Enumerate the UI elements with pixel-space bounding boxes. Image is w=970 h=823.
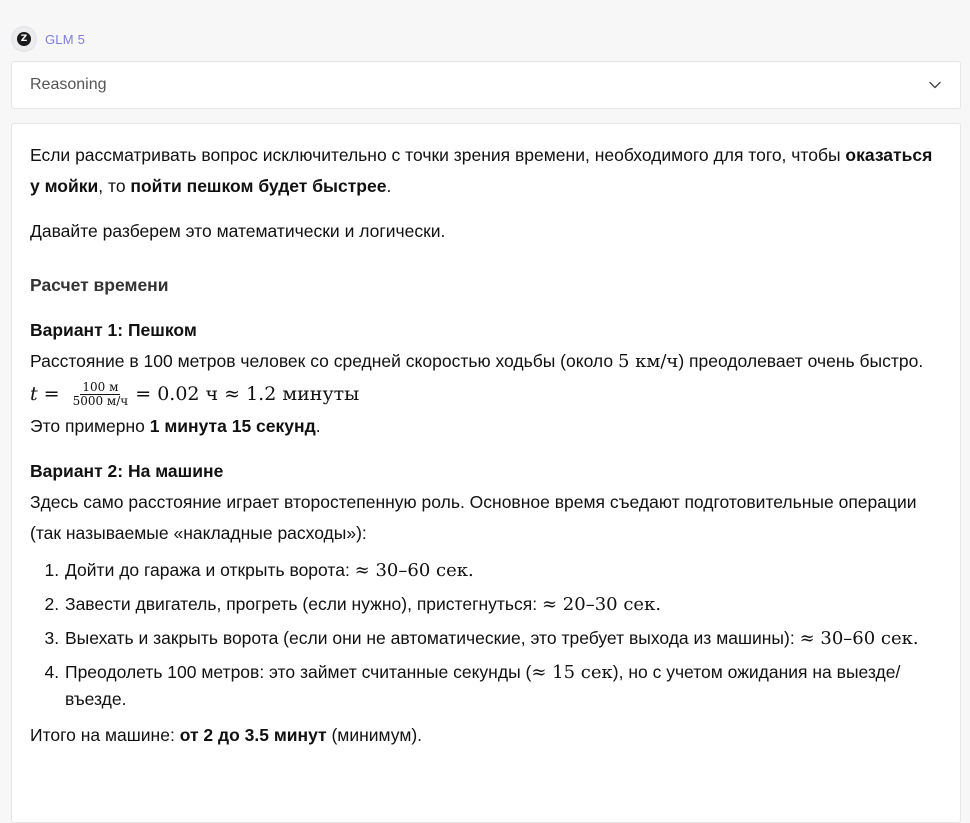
variant-1-result — [30, 411, 942, 442]
logo-letter: Z — [17, 32, 31, 46]
fraction-denominator: 5000 м/ч — [72, 393, 129, 408]
list-item — [64, 591, 942, 618]
step-text: Завести двигатель, прогреть (если нужно), пристегнуться: — [65, 594, 542, 614]
calc-heading: Расчет времени — [30, 275, 169, 295]
intro-bold-1: оказаться у мойки — [30, 145, 933, 196]
step-math: ≈ 15 сек — [531, 662, 613, 683]
step-text: Дойти до гаража и открыть ворота: — [65, 560, 355, 580]
reasoning-toggle[interactable] — [11, 61, 961, 109]
variant-2-intro: Здесь само расстояние играет второстепенную роль. Основное время съедают подготовительные операции (так называемые «накладные расходы»): — [30, 492, 917, 543]
intro-text: , то — [98, 176, 131, 196]
chevron-down-icon[interactable] — [928, 78, 942, 92]
total-text: (минимум). — [326, 725, 423, 745]
intro-paragraph — [30, 140, 942, 202]
car-steps-list — [30, 557, 942, 712]
step-math: ≈ 20–30 сек. — [542, 594, 662, 615]
formula-rhs: = 0.02 ч ≈ 1.2 минуты — [135, 382, 360, 405]
formula-fraction — [71, 381, 131, 408]
result-text: . — [315, 416, 321, 436]
total-bold: от 2 до 3.5 минут — [179, 725, 327, 745]
result-text: Это примерно — [30, 416, 150, 436]
time-formula — [30, 377, 942, 411]
intro-bold-2: пойти пешком будет быстрее — [130, 176, 387, 196]
zhipu-logo-icon — [12, 27, 36, 51]
reasoning-label: Reasoning — [30, 76, 107, 93]
model-header — [12, 27, 85, 51]
step-math: ≈ 30–60 сек. — [799, 628, 919, 649]
variant-1-heading: Вариант 1: Пешком — [30, 320, 197, 340]
list-item — [64, 557, 942, 584]
intro-text: Если рассматривать вопрос исключительно с точки зрения времени, необходимого для того, чтобы — [30, 145, 846, 165]
step-text: Преодолеть 100 метров: это займет считанные секунды ( — [65, 662, 532, 682]
model-name: GLM 5 — [45, 31, 86, 47]
variant-1-text-part: ) преодолевает очень быстро. — [678, 351, 924, 371]
variant-1-text-part: Расстояние в 100 метров человек со средней скоростью ходьбы (около — [30, 351, 618, 371]
step-math: ≈ 30–60 сек. — [354, 560, 474, 581]
variant-1-text — [30, 346, 942, 377]
list-item — [64, 659, 942, 712]
step-text: Выехать и закрыть ворота (если они не автоматические, это требует выхода из машины): — [65, 628, 800, 648]
speed-math: 5 км/ч — [617, 351, 679, 372]
formula-equals: = — [43, 382, 60, 405]
intro-text: . — [386, 176, 392, 196]
fraction-numerator: 100 м — [82, 379, 119, 394]
variant-2-heading: Вариант 2: На машине — [30, 461, 224, 481]
list-item — [64, 625, 942, 652]
total-text: Итого на машине: — [30, 725, 180, 745]
answer-message — [11, 123, 961, 823]
car-total — [30, 720, 942, 751]
formula-lhs: t — [30, 382, 38, 405]
analysis-paragraph: Давайте разберем это математически и логически. — [30, 221, 446, 241]
step-after: ), но с учетом ожидания на выезде/въезде. — [65, 662, 901, 709]
result-bold: 1 минута 15 секунд — [149, 416, 316, 436]
